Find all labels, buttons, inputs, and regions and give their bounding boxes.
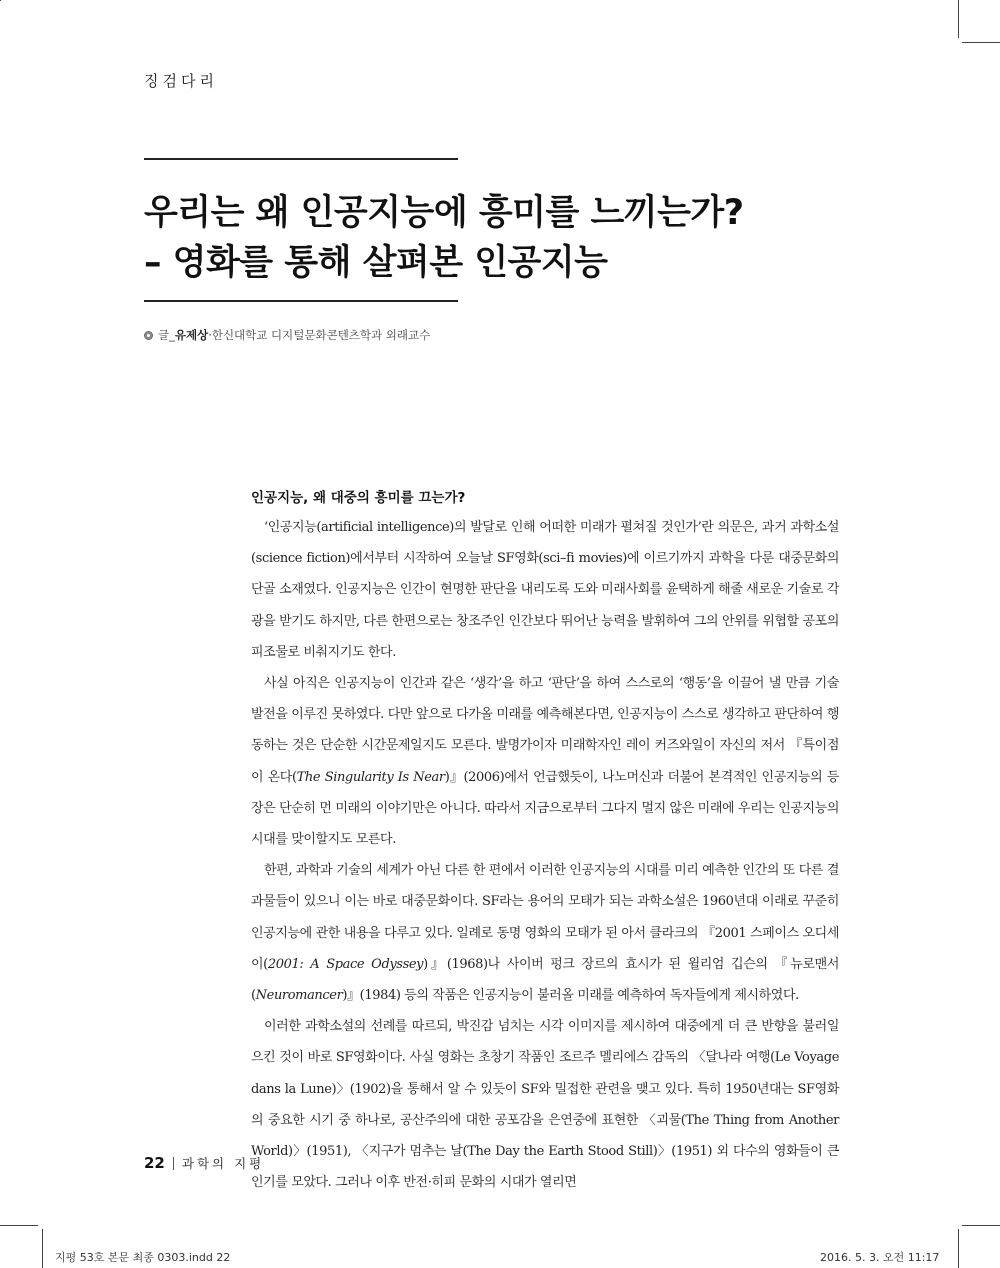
crop-mark [0, 0, 1, 1]
byline [144, 327, 430, 343]
book-title-neuromancer: Neuromancer [255, 988, 343, 1004]
byline-author: 유제상 [174, 328, 209, 342]
article-title [144, 188, 744, 288]
paragraph-3 [251, 855, 839, 1011]
crop-mark-br-horizontal [962, 1225, 1000, 1226]
print-slug-date: 2016. 5. 3. 오전 11:17 [820, 1251, 940, 1264]
title-top-rule [144, 158, 458, 160]
paragraph-1: ‘인공지능(artificial intelligence)의 발달로 인해 어떠한 미래가 펼쳐질 것인가’란 의문은, 과거 과학소설(science fiction)에서부터 시작하여 오늘날 SF영화(sci–fi movies)에 이르기까지 과학을 다룬 대중문화의 단골 소재였다. 인공지능은 인간이 현명한 판단을 내리도록 도와 미래사회를 윤택하게 해줄 새로운 기술로 각광을 받기도 하지만, 다른 한편으로는 창조주인 인간보다 뛰어난 능력을 발휘하여 그의 안위를 위협할 공포의 피조물로 비춰지기도 한다. [251, 520, 839, 660]
title-bottom-rule [144, 300, 458, 302]
section-heading: 인공지능, 왜 대중의 흥미를 끄는가? [251, 490, 466, 506]
crop-mark-tr-vertical [958, 0, 959, 38]
paragraph-2-text-a: 사실 아직은 인공지능이 인간과 같은 ‘생각’을 하고 ‘판단’을 하여 스스로의 ‘행동’을 이끌어 낼 만큼 기술 발전을 이루진 못하였다. 다만 앞으로 다가올 미래를 예측해본다면, 인공지능이 스스로 생각하고 판단하여 행동하는 것은 단순한 시간문제일지도 모른다. 발명가이자 미래학자인 레이 커즈와일이 자신의 저서 『특이점이 온다( [251, 676, 839, 785]
title-line-1: 우리는 왜 인공지능에 흥미를 느끼는가? [144, 193, 744, 233]
crop-mark-bl-vertical [42, 1229, 43, 1268]
page-number: 22 [144, 1154, 165, 1172]
crop-mark-bl-horizontal [0, 1225, 38, 1226]
print-slug-file: 지평 53호 본문 최종 0303.indd 22 [55, 1251, 231, 1264]
crop-mark-br-vertical [958, 1229, 959, 1268]
page-footer [144, 1154, 264, 1172]
section-label: 징검다리 [144, 72, 218, 90]
crop-mark-tr-horizontal [962, 42, 1000, 43]
bullet-icon [144, 331, 153, 340]
paragraph-4: 이러한 과학소설의 선례를 따르되, 박진감 넘치는 시각 이미지를 제시하여 대중에게 더 큰 반향을 불러일으킨 것이 바로 SF영화이다. 사실 영화는 초창기 작품인 조르주 멜리에스 감독의 〈달나라 여행(Le Voyage dans la Lune)〉(1902)을 통해서 알 수 있듯이 SF와 밀접한 관련을 맺고 있다. 특히 1950년대는 SF영화의 중요한 시기 중 하나로, 공산주의에 대한 공포감을 은연중에 표현한 〈괴물(The Thing from Another World)〉(1951), 〈지구가 멈추는 날(The Day the Earth Stood Still)〉(1951) 외 다수의 영화들이 큰 인기를 모았다. 그러나 이후 반전·히피 문화의 시대가 열리면 [251, 1019, 839, 1191]
article-body [251, 512, 839, 1198]
byline-affiliation: ·한신대학교 디지털문화콘텐츠학과 외래교수 [208, 328, 431, 342]
book-title-space-odyssey: 2001: A Space Odyssey [267, 956, 424, 972]
title-line-2: – 영화를 통해 살펴본 인공지능 [144, 243, 608, 283]
paragraph-3-text-a: 한편, 과학과 기술의 세계가 아닌 다른 한 편에서 이러한 인공지능의 시대를 미리 예측한 인간의 또 다른 결과물들이 있으니 이는 바로 대중문화이다. SF라는 용어의 모태가 되는 과학소설은 1960년대 이래로 꾸준히 인공지능에 관한 내용을 다루고 있다. 일례로 동명 영화의 모태가 된 아서 클라크의 『2001 스페이스 오디세이( [251, 863, 839, 972]
folio-divider [173, 1157, 174, 1170]
paragraph-3-text-c: )』(1984) 등의 작품은 인공지능이 불러올 미래를 예측하여 독자들에게 제시하였다. [342, 988, 799, 1004]
paragraph-3-text-b: )』(1968)나 사이버 펑크 장르의 효시가 된 윌리엄 깁슨의 『뉴로맨서( [251, 956, 839, 1004]
byline-prefix: 글_ [158, 328, 175, 342]
paragraph-2-text-b: )』(2006)에서 언급했듯이, 나노머신과 더불어 본격적인 인공지능의 등장은 단순히 먼 미래의 이야기만은 아니다. 따라서 지금으로부터 그다지 멀지 않은 미래에 우리는 인공지능의 시대를 맞이할지도 모른다. [251, 769, 839, 848]
paragraph-2 [251, 668, 839, 855]
book-title-singularity: The Singularity Is Near [296, 769, 445, 785]
publication-name: 과학의 지평 [181, 1156, 265, 1171]
